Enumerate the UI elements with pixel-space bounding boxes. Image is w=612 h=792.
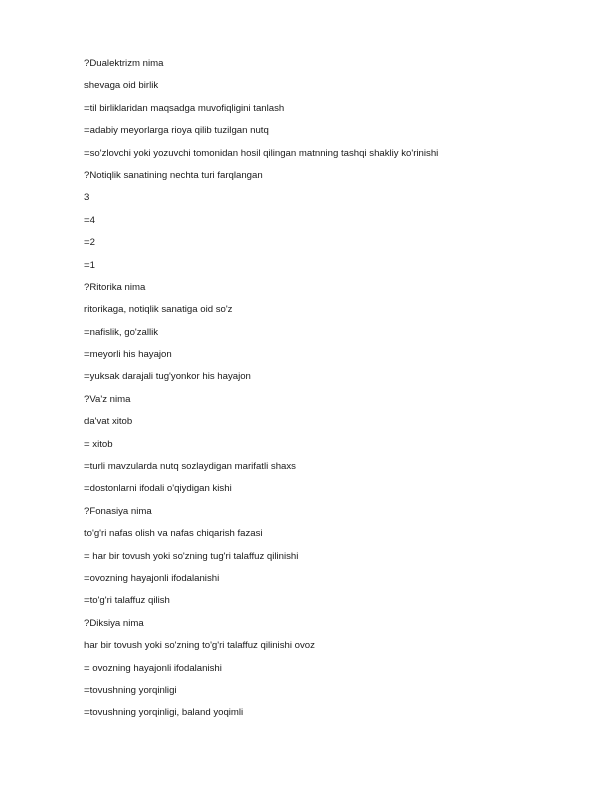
question-line: ?Diksiya nima: [84, 617, 144, 629]
answer-line: =til birliklaridan maqsadga muvofiqligini tanlash: [84, 102, 285, 114]
answer-line: =tovushning yorqinligi, baland yoqimli: [84, 707, 244, 719]
answer-line: =to'g'ri talaffuz qilish: [84, 595, 170, 607]
answer-line: da'vat xitob: [84, 416, 133, 428]
question-line: ?Fonasiya nima: [84, 505, 152, 517]
answer-line: =ovozning hayajonli ifodalanishi: [84, 572, 220, 584]
answer-line: =adabiy meyorlarga rioya qilib tuzilgan nutq: [84, 125, 269, 137]
answer-line: =so'zlovchi yoki yozuvchi tomonidan hosil qilingan matnning tashqi shakliy ko'rinishi: [84, 147, 439, 159]
answer-line: = xitob: [84, 438, 113, 450]
answer-line: to'g'ri nafas olish va nafas chiqarish fazasi: [84, 528, 263, 540]
answer-line: =tovushning yorqinligi: [84, 684, 177, 696]
answer-line: har bir tovush yoki so'zning to'g'ri talaffuz qilinishi ovoz: [84, 640, 315, 652]
answer-line: ritorikaga, notiqlik sanatiga oid so'z: [84, 304, 233, 316]
answer-line: = ovozning hayajonli ifodalanishi: [84, 662, 222, 674]
answer-line: = har bir tovush yoki so'zning tug'ri talaffuz qilinishi: [84, 550, 299, 562]
answer-line: =1: [84, 259, 95, 271]
question-line: ?Dualektrizm nima: [84, 58, 164, 69]
answer-line: 3: [84, 192, 90, 204]
answer-line: =4: [84, 214, 95, 226]
answer-line: =nafislik, go'zallik: [84, 326, 159, 338]
answer-line: =dostonlarni ifodali o'qiydigan kishi: [84, 483, 232, 495]
question-line: ?Ritorika nima: [84, 281, 146, 293]
question-line: ?Notiqlik sanatining nechta turi farqlangan: [84, 169, 263, 181]
question-line: ?Va'z nima: [84, 393, 131, 405]
answer-line: =yuksak darajali tug'yonkor his hayajon: [84, 371, 251, 383]
answer-line: =meyorli his hayajon: [84, 349, 172, 361]
answer-line: =turli mavzularda nutq sozlaydigan marifatli shaxs: [84, 461, 296, 473]
quiz-text: [84, 56, 584, 728]
answer-line: shevaga oid birlik: [84, 80, 159, 92]
answer-line: =2: [84, 237, 95, 249]
